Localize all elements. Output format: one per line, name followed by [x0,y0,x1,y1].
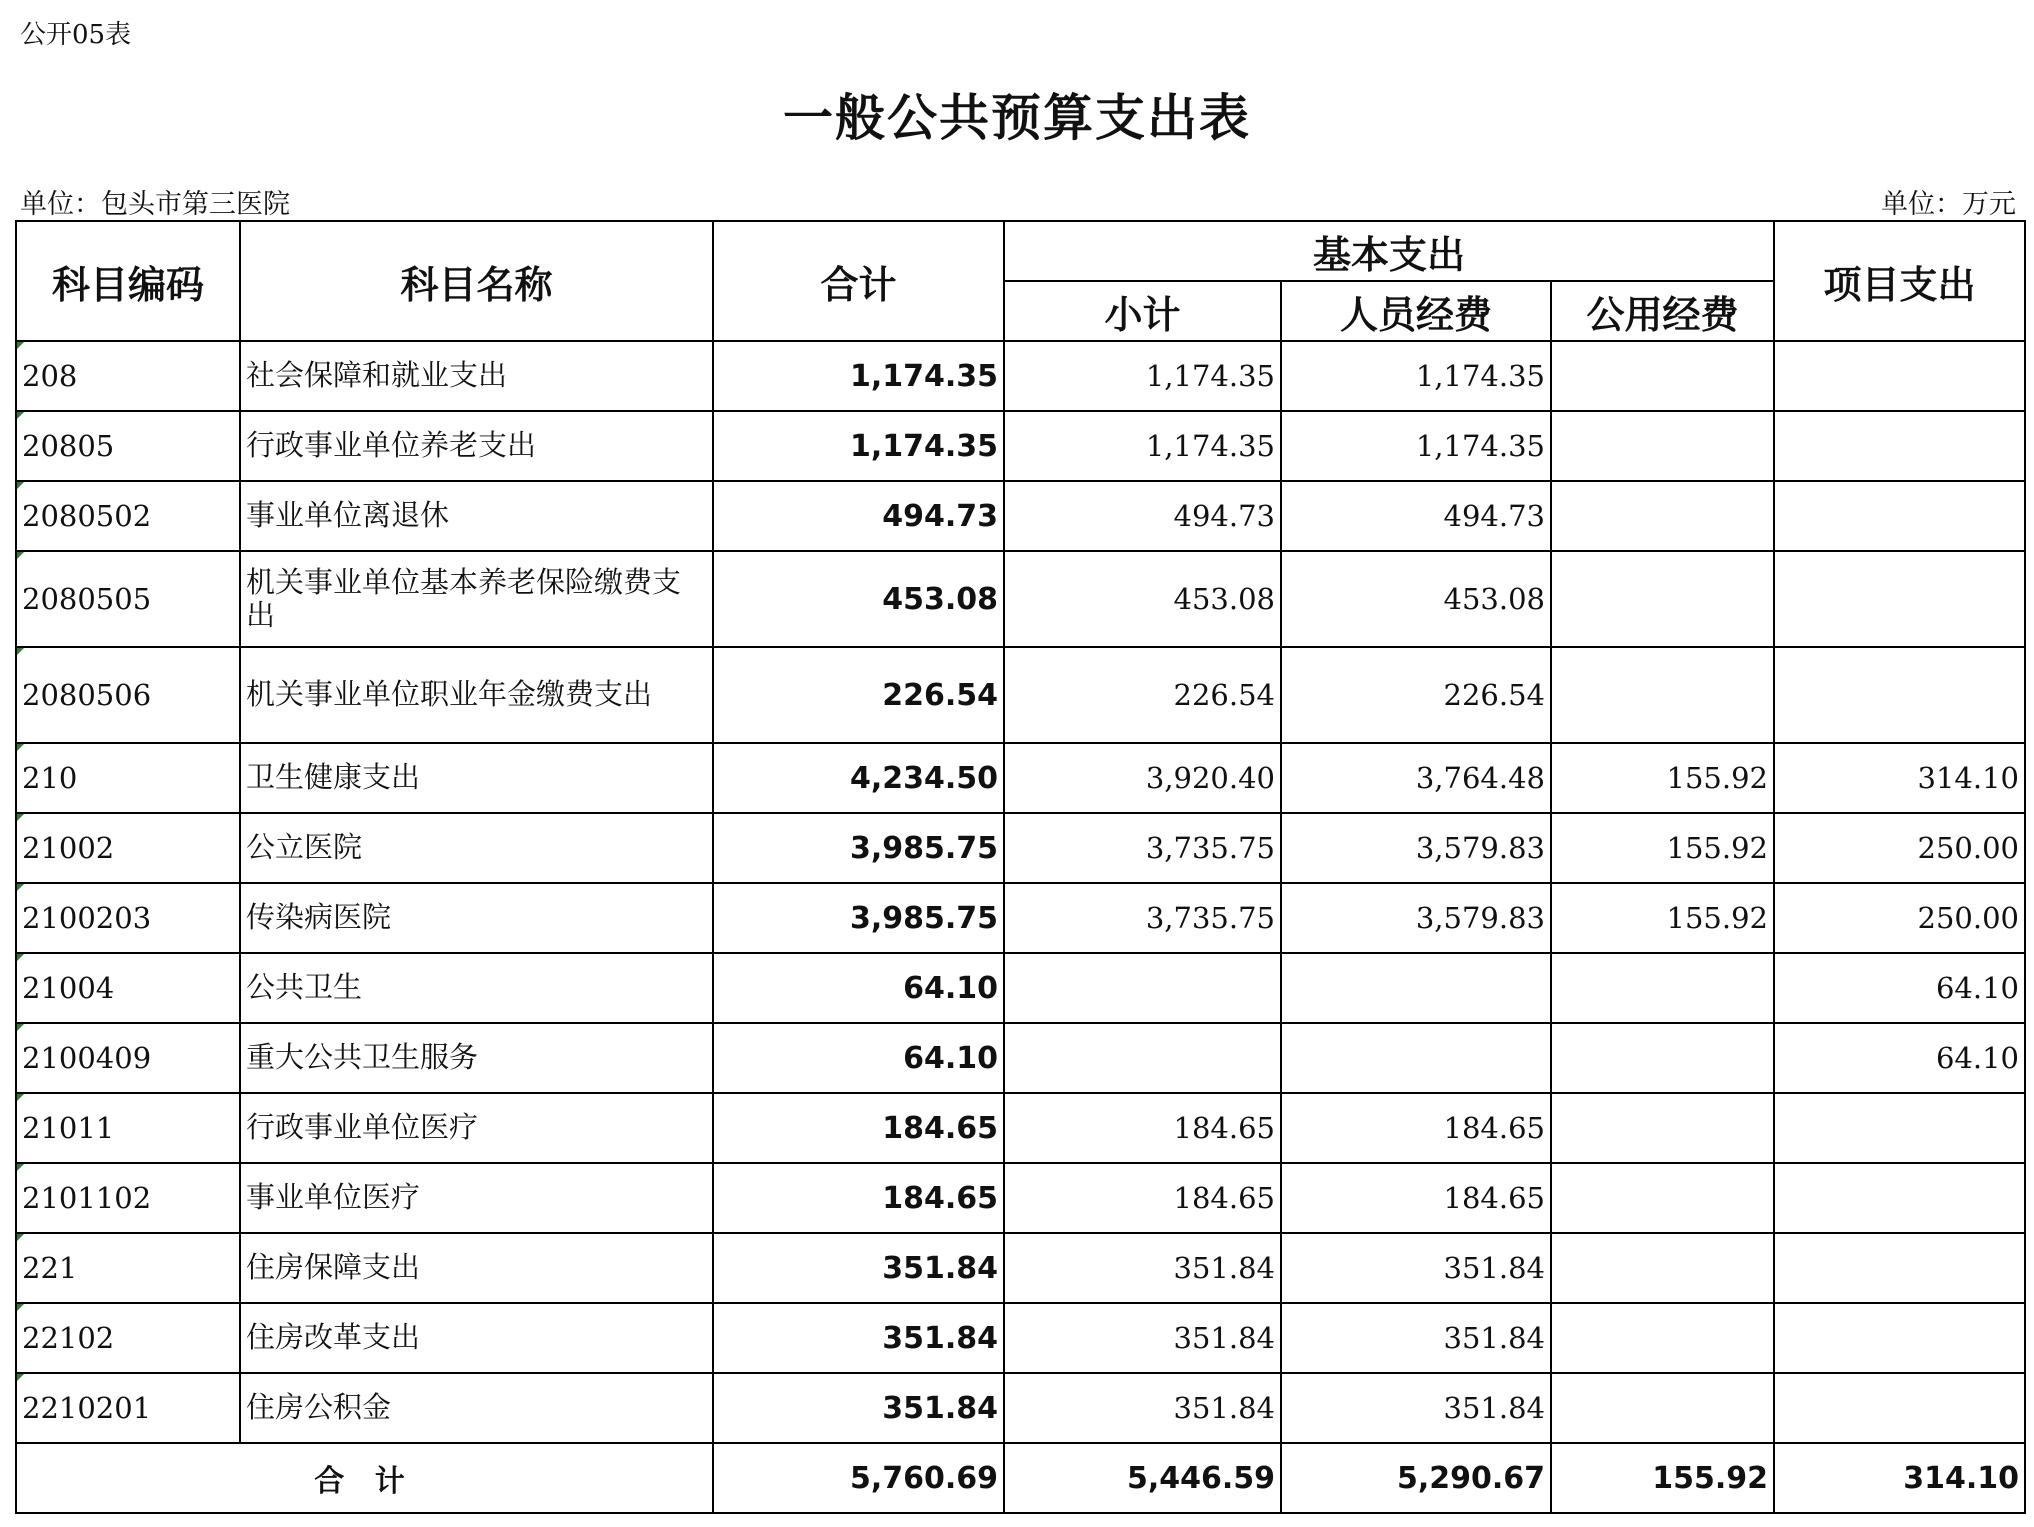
cell-name: 重大公共卫生服务 [240,1023,713,1093]
cell-total: 1,174.35 [713,341,1004,411]
cell-subtotal [1004,953,1281,1023]
cell-code: 2210201 [16,1373,240,1443]
cell-code: 2080505 [16,551,240,647]
cell-subtotal: 1,174.35 [1004,341,1281,411]
summary-total: 5,760.69 [713,1443,1004,1513]
cell-public: 155.92 [1551,883,1774,953]
cell-personnel [1281,953,1551,1023]
cell-subtotal: 226.54 [1004,647,1281,743]
cell-public [1551,1303,1774,1373]
header-personnel: 人员经费 [1281,281,1551,341]
cell-personnel: 453.08 [1281,551,1551,647]
cell-personnel: 184.65 [1281,1163,1551,1233]
cell-subtotal: 453.08 [1004,551,1281,647]
cell-subtotal: 3,735.75 [1004,883,1281,953]
cell-public [1551,1163,1774,1233]
cell-project [1774,1163,2025,1233]
cell-public [1551,341,1774,411]
cell-project: 250.00 [1774,813,2025,883]
cell-total: 184.65 [713,1163,1004,1233]
cell-subtotal: 3,920.40 [1004,743,1281,813]
cell-public [1551,481,1774,551]
cell-project [1774,411,2025,481]
cell-personnel: 3,579.83 [1281,883,1551,953]
unit-currency: 单位：万元 [1881,189,2016,220]
cell-personnel: 351.84 [1281,1303,1551,1373]
cell-code: 2100409 [16,1023,240,1093]
cell-name: 公立医院 [240,813,713,883]
cell-subtotal: 494.73 [1004,481,1281,551]
cell-personnel [1281,1023,1551,1093]
cell-total: 1,174.35 [713,411,1004,481]
table-row [16,1093,2025,1163]
budget-expenditure-table [15,220,2026,1514]
cell-code: 2080506 [16,647,240,743]
table-row [16,953,2025,1023]
header-code: 科目编码 [16,221,240,341]
cell-personnel: 1,174.35 [1281,411,1551,481]
cell-total: 3,985.75 [713,813,1004,883]
cell-public [1551,411,1774,481]
cell-total: 3,985.75 [713,883,1004,953]
cell-total: 351.84 [713,1233,1004,1303]
cell-subtotal: 351.84 [1004,1233,1281,1303]
summary-public: 155.92 [1551,1443,1774,1513]
cell-personnel: 226.54 [1281,647,1551,743]
cell-name: 住房改革支出 [240,1303,713,1373]
table-row [16,551,2025,647]
table-row [16,883,2025,953]
page-title: 一般公共预算支出表 [783,89,1251,147]
summary-personnel: 5,290.67 [1281,1443,1551,1513]
table-row [16,481,2025,551]
cell-subtotal: 184.65 [1004,1163,1281,1233]
cell-name: 事业单位医疗 [240,1163,713,1233]
cell-code: 21002 [16,813,240,883]
table-row [16,341,2025,411]
cell-total: 184.65 [713,1093,1004,1163]
cell-project [1774,1373,2025,1443]
cell-personnel: 351.84 [1281,1373,1551,1443]
table-row [16,411,2025,481]
cell-subtotal: 351.84 [1004,1303,1281,1373]
summary-row [16,1443,2025,1513]
form-number: 公开05表 [20,20,132,50]
cell-code: 210 [16,743,240,813]
cell-personnel: 494.73 [1281,481,1551,551]
table-row [16,1303,2025,1373]
cell-public [1551,1023,1774,1093]
cell-project: 250.00 [1774,883,2025,953]
cell-total: 64.10 [713,953,1004,1023]
cell-code: 21004 [16,953,240,1023]
cell-code: 22102 [16,1303,240,1373]
cell-total: 4,234.50 [713,743,1004,813]
cell-public [1551,551,1774,647]
cell-public [1551,1373,1774,1443]
cell-code: 21011 [16,1093,240,1163]
cell-project [1774,1093,2025,1163]
cell-code: 221 [16,1233,240,1303]
header-basic-expenditure: 基本支出 [1004,221,1774,281]
cell-total: 226.54 [713,647,1004,743]
header-total: 合计 [713,221,1004,341]
cell-subtotal: 1,174.35 [1004,411,1281,481]
cell-name: 机关事业单位职业年金缴费支出 [240,647,713,743]
cell-subtotal: 184.65 [1004,1093,1281,1163]
cell-public [1551,647,1774,743]
summary-subtotal: 5,446.59 [1004,1443,1281,1513]
cell-project [1774,481,2025,551]
cell-subtotal [1004,1023,1281,1093]
summary-project: 314.10 [1774,1443,2025,1513]
header-public: 公用经费 [1551,281,1774,341]
cell-project [1774,1233,2025,1303]
cell-personnel: 184.65 [1281,1093,1551,1163]
header-project-expenditure: 项目支出 [1774,221,2025,341]
header-name: 科目名称 [240,221,713,341]
cell-name: 行政事业单位养老支出 [240,411,713,481]
cell-code: 2080502 [16,481,240,551]
table-row [16,647,2025,743]
table-row [16,1023,2025,1093]
cell-code: 20805 [16,411,240,481]
cell-total: 351.84 [713,1303,1004,1373]
cell-total: 64.10 [713,1023,1004,1093]
table-row [16,743,2025,813]
cell-total: 494.73 [713,481,1004,551]
cell-public [1551,953,1774,1023]
cell-name: 机关事业单位基本养老保险缴费支出 [240,551,713,647]
table-row [16,1163,2025,1233]
cell-name: 行政事业单位医疗 [240,1093,713,1163]
cell-name: 住房保障支出 [240,1233,713,1303]
unit-organization: 单位：包头市第三医院 [20,189,290,220]
cell-personnel: 3,764.48 [1281,743,1551,813]
table-row [16,813,2025,883]
cell-public [1551,1233,1774,1303]
cell-name: 公共卫生 [240,953,713,1023]
cell-personnel: 351.84 [1281,1233,1551,1303]
cell-subtotal: 351.84 [1004,1373,1281,1443]
cell-project: 314.10 [1774,743,2025,813]
cell-public [1551,1093,1774,1163]
cell-name: 住房公积金 [240,1373,713,1443]
cell-personnel: 1,174.35 [1281,341,1551,411]
cell-project [1774,647,2025,743]
cell-project [1774,551,2025,647]
summary-label: 合 计 [16,1443,713,1513]
table-row [16,1233,2025,1303]
cell-name: 社会保障和就业支出 [240,341,713,411]
cell-project: 64.10 [1774,953,2025,1023]
cell-project: 64.10 [1774,1023,2025,1093]
cell-project [1774,1303,2025,1373]
header-subtotal: 小计 [1004,281,1281,341]
cell-project [1774,341,2025,411]
cell-personnel: 3,579.83 [1281,813,1551,883]
cell-name: 传染病医院 [240,883,713,953]
cell-public: 155.92 [1551,743,1774,813]
cell-public: 155.92 [1551,813,1774,883]
cell-name: 事业单位离退休 [240,481,713,551]
cell-code: 2101102 [16,1163,240,1233]
cell-total: 453.08 [713,551,1004,647]
cell-total: 351.84 [713,1373,1004,1443]
cell-code: 208 [16,341,240,411]
cell-code: 2100203 [16,883,240,953]
cell-name: 卫生健康支出 [240,743,713,813]
cell-subtotal: 3,735.75 [1004,813,1281,883]
table-row [16,1373,2025,1443]
